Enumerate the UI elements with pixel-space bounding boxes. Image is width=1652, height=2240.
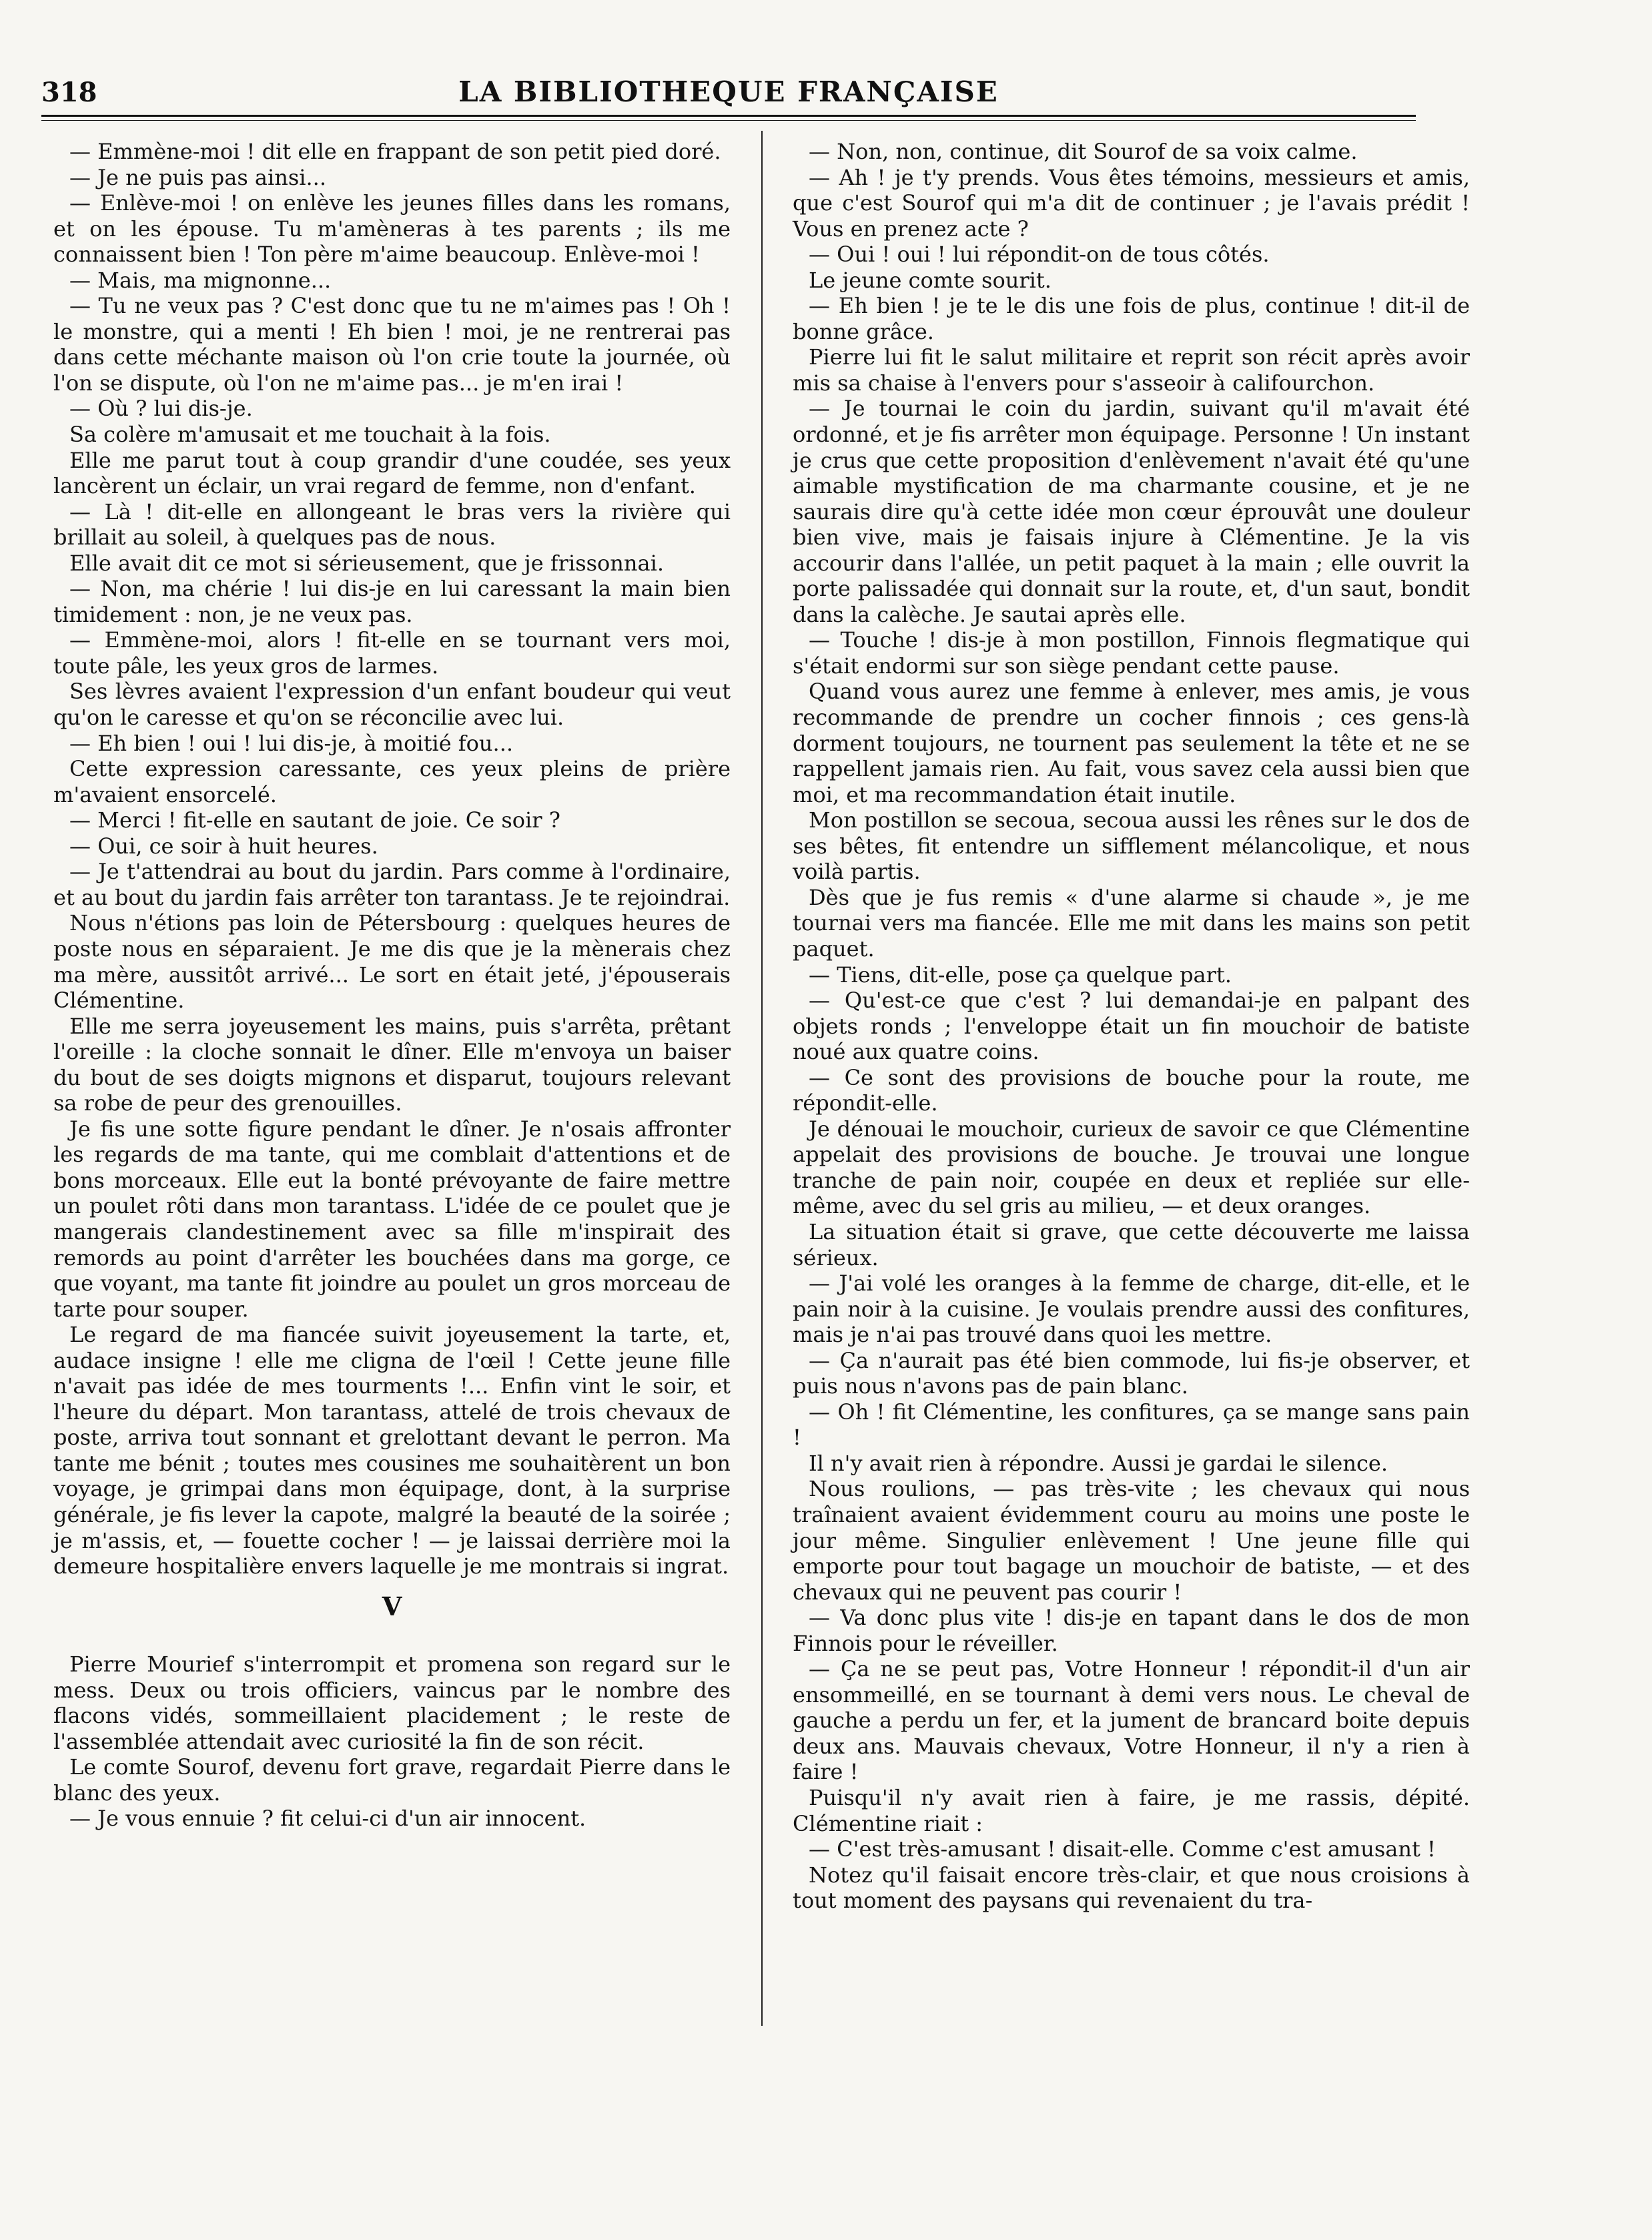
paragraph: — Je ne puis pas ainsi...	[69, 164, 326, 190]
paragraph: Elle me parut tout à coup grandir d'une coudée, ses yeux lancèrent un éclair, un vrai regard de femme, non d'enfant.	[53, 447, 731, 499]
paragraph: Puisqu'il n'y avait rien à faire, je me rassis, dépité. Clémentine riait :	[793, 1785, 1470, 1836]
header-rule	[41, 115, 1416, 121]
paragraph: — Je tournai le coin du jardin, suivant qu'il m'avait été ordonné, et je fis arrêter mon équipage. Personne ! Un instant je crus que cette proposition d'enlèvement n'avait été qu'une aimable mystification de ma charmante cousine, et je ne saurais dire qu'à cette idée mon cœur éprouvât une douleur bien vive, mais je faisais injure à Clémentine. Je la vis accourir dans l'allée, un petit paquet à la main ; elle ouvrit la porte palissadée qui donnait sur la route, et, d'un saut, bondit dans la calèche. Je sautai après elle.	[793, 396, 1470, 627]
paragraph: — Enlève-moi ! on enlève les jeunes filles dans les romans, et on les épouse. Tu m'amèneras à tes parents ; ils me connaissent bien ! Ton père m'aime beaucoup. Enlève-moi !	[53, 190, 731, 268]
paragraph: Elle me serra joyeusement les mains, puis s'arrêta, prêtant l'oreille : la cloche sonnait le dîner. Elle m'envoya un baiser du bout de ses doigts mignons et disparut, toujours relevant sa robe de peur des grenouilles.	[53, 1013, 731, 1116]
paragraph: Sa colère m'amusait et me touchait à la fois.	[69, 422, 551, 448]
paragraph: — Je vous ennuie ? fit celui-ci d'un air innocent.	[69, 1806, 586, 1832]
paragraph: Notez qu'il faisait encore très-clair, et que nous croisions à tout moment des paysans qui revenaient du tra-	[793, 1862, 1470, 1914]
paragraph: — Tiens, dit-elle, pose ça quelque part.	[809, 962, 1232, 988]
paragraph: — Eh bien ! oui ! lui dis-je, à moitié fou...	[69, 730, 514, 756]
paragraph: La situation était si grave, que cette découverte me laissa sérieux.	[793, 1218, 1470, 1270]
paragraph: — Là ! dit-elle en allongeant le bras vers la rivière qui brillait au soleil, à quelques pas de nous.	[53, 498, 731, 550]
paragraph: — Eh bien ! je te le dis une fois de plus, continue ! dit-il de bonne grâce.	[793, 293, 1470, 344]
paragraph: — Ce sont des provisions de bouche pour la route, me répondit-elle.	[793, 1064, 1470, 1116]
paragraph: Elle avait dit ce mot si sérieusement, que je frissonnai.	[69, 550, 664, 576]
paragraph: Il n'y avait rien à répondre. Aussi je gardai le silence.	[809, 1450, 1388, 1476]
paragraph: Ses lèvres avaient l'expression d'un enfant boudeur qui veut qu'on le caresse et qu'on se réconcilie avec lui.	[53, 679, 731, 731]
paragraph: — Non, non, continue, dit Sourof de sa voix calme.	[809, 139, 1358, 164]
paragraph: — Où ? lui dis-je.	[69, 396, 253, 422]
paragraph: — Ça ne se peut pas, Votre Honneur ! répondit-il d'un air ensommeillé, en se tournant à demi vers nous. Le cheval de gauche a perdu un fer, et la jument de brancard boite depuis deux ans. Mauvais chevaux, Votre Honneur, il n'y a rien à faire !	[793, 1656, 1470, 1785]
paragraph: Dès que je fus remis « d'une alarme si chaude », je me tournai vers ma fiancée. Elle me mit dans les mains son petit paquet.	[793, 884, 1470, 962]
page-number: 318	[41, 77, 97, 108]
paragraph: — Ah ! je t'y prends. Vous êtes témoins, messieurs et amis, que c'est Sourof qui m'a dit de continuer ; je l'avais prédit ! Vous en prenez acte ?	[793, 164, 1470, 242]
paragraph: — Emmène-moi, alors ! fit-elle en se tournant vers moi, toute pâle, les yeux gros de larmes.	[53, 627, 731, 679]
left-paragraphs-after	[53, 1651, 731, 1832]
paragraph: — Oui ! oui ! lui répondit-on de tous côtés.	[809, 242, 1270, 268]
paragraph: — Emmène-moi ! dit elle en frappant de son petit pied doré.	[69, 139, 721, 164]
running-title: LA BIBLIOTHEQUE FRANÇAISE	[458, 75, 999, 108]
paragraph: — Merci ! fit-elle en sautant de joie. Ce soir ?	[69, 807, 560, 833]
paragraph: — C'est très-amusant ! disait-elle. Comme c'est amusant !	[809, 1836, 1436, 1862]
paragraph: — Oui, ce soir à huit heures.	[69, 833, 378, 859]
paragraph: Nous n'étions pas loin de Pétersbourg : quelques heures de poste nous en séparaient. Je me dis que je la mènerais chez ma mère, aussitôt arrivé... Le sort en était jeté, j'épouserais Clémentine.	[53, 910, 731, 1014]
paragraph: Le regard de ma fiancée suivit joyeusement la tarte, et, audace insigne ! elle me cligna de l'œil ! Cette jeune fille n'avait pas idée de mes tourments !... Enfin vint le soir, et l'heure du départ. Mon tarantass, attelé de trois chevaux de poste, arriva tout sonnant et grelottant devant le perron. Ma tante me bénit ; toutes mes cousines me souhaitèrent un bon voyage, je grimpai dans mon équipage, dont, à la surprise générale, je fis lever la capote, malgré la beauté de la soirée ; je m'assis, et, — fouette cocher ! — je laissai derrière moi la demeure hospitalière envers laquelle je me montrais si ingrat.	[53, 1322, 731, 1579]
paragraph: — Je t'attendrai au bout du jardin. Pars comme à l'ordinaire, et au bout du jardin fais arrêter ton tarantass. Je te rejoindrai.	[53, 859, 731, 910]
paragraph: — Tu ne veux pas ? C'est donc que tu ne m'aimes pas ! Oh ! le monstre, qui a menti ! Eh bien ! moi, je ne rentrerai pas dans cette méchante maison où l'on crie toute la journée, où l'on se dispute, où l'on ne m'aime pas... je m'en irai !	[53, 293, 731, 396]
right-paragraphs	[793, 139, 1470, 1914]
paragraph: Pierre Mourief s'interrompit et promena son regard sur le mess. Deux ou trois officiers, vaincus par le nombre des flacons vidés, sommeillaient placidement ; le reste de l'assemblée attendait avec curiosité la fin de son récit.	[53, 1651, 731, 1754]
paragraph: Je dénouai le mouchoir, curieux de savoir ce que Clémentine appelait des provisions de bouche. Je trouvai une longue tranche de pain noir, coupée en deux et repliée sur elle-même, avec du sel gris au milieu, — et deux oranges.	[793, 1116, 1470, 1219]
paragraph: — Touche ! dis-je à mon postillon, Finnois flegmatique qui s'était endormi sur son siège pendant cette pause.	[793, 627, 1470, 679]
paragraph: Cette expression caressante, ces yeux pleins de prière m'avaient ensorcelé.	[53, 756, 731, 807]
column-divider	[761, 131, 763, 2026]
paragraph: Pierre lui fit le salut militaire et reprit son récit après avoir mis sa chaise à l'envers pour s'asseoir à califourchon.	[793, 344, 1470, 396]
paragraph: Je fis une sotte figure pendant le dîner. Je n'osais affronter les regards de ma tante, qui me comblait d'attentions et de bons morceaux. Elle eut la bonté prévoyante de faire mettre un poulet rôti dans mon tarantass. L'idée de ce poulet que je mangerais clandestinement avec sa fille m'inspirait des remords au point d'arrêter les bouchées dans ma gorge, ce que voyant, ma tante fit joindre au poulet un gros morceau de tarte pour souper.	[53, 1116, 731, 1322]
paragraph: — Qu'est-ce que c'est ? lui demandai-je en palpant des objets ronds ; l'enveloppe était un fin mouchoir de batiste noué aux quatre coins.	[793, 988, 1470, 1065]
paragraph: — J'ai volé les oranges à la femme de charge, dit-elle, et le pain noir à la cuisine. Je voulais prendre aussi des confitures, mais je n'ai pas trouvé dans quoi les mettre.	[793, 1270, 1470, 1348]
paragraph: — Va donc plus vite ! dis-je en tapant dans le dos de mon Finnois pour le réveiller.	[793, 1605, 1470, 1656]
page-header	[41, 63, 1416, 110]
paragraph: Mon postillon se secoua, secoua aussi les rênes sur le dos de ses bêtes, fit entendre un sifflement mélancolique, et nous voilà partis.	[793, 807, 1470, 885]
left-column	[53, 139, 731, 1832]
paragraph: — Oh ! fit Clémentine, les confitures, ça se mange sans pain !	[793, 1399, 1470, 1451]
paragraph: Nous roulions, — pas très-vite ; les chevaux qui nous traînaient avaient évidemment couru au moins une poste le jour même. Singulier enlèvement ! Une jeune fille qui emporte pour tout bagage un mouchoir de batiste, — et des chevaux qui ne peuvent pas courir !	[793, 1476, 1470, 1605]
paragraph: — Non, ma chérie ! lui dis-je en lui caressant la main bien timidement : non, je ne veux pas.	[53, 576, 731, 627]
paragraph: — Ça n'aurait pas été bien commode, lui fis-je observer, et puis nous n'avons pas de pain blanc.	[793, 1347, 1470, 1399]
right-column	[793, 139, 1470, 1914]
paragraph: Le jeune comte sourit.	[809, 267, 1052, 293]
section-heading: V	[382, 1591, 402, 1621]
left-paragraphs-before	[53, 139, 731, 1579]
paragraph: — Mais, ma mignonne...	[69, 267, 332, 293]
paragraph: Le comte Sourof, devenu fort grave, regardait Pierre dans le blanc des yeux.	[53, 1754, 731, 1806]
paragraph: Quand vous aurez une femme à enlever, mes amis, je vous recommande de prendre un cocher finnois ; ces gens-là dorment toujours, ne tournent pas seulement la tête et ne se rappellent jamais rien. Au fait, vous savez cela aussi bien que moi, et ma recommandation était inutile.	[793, 679, 1470, 807]
